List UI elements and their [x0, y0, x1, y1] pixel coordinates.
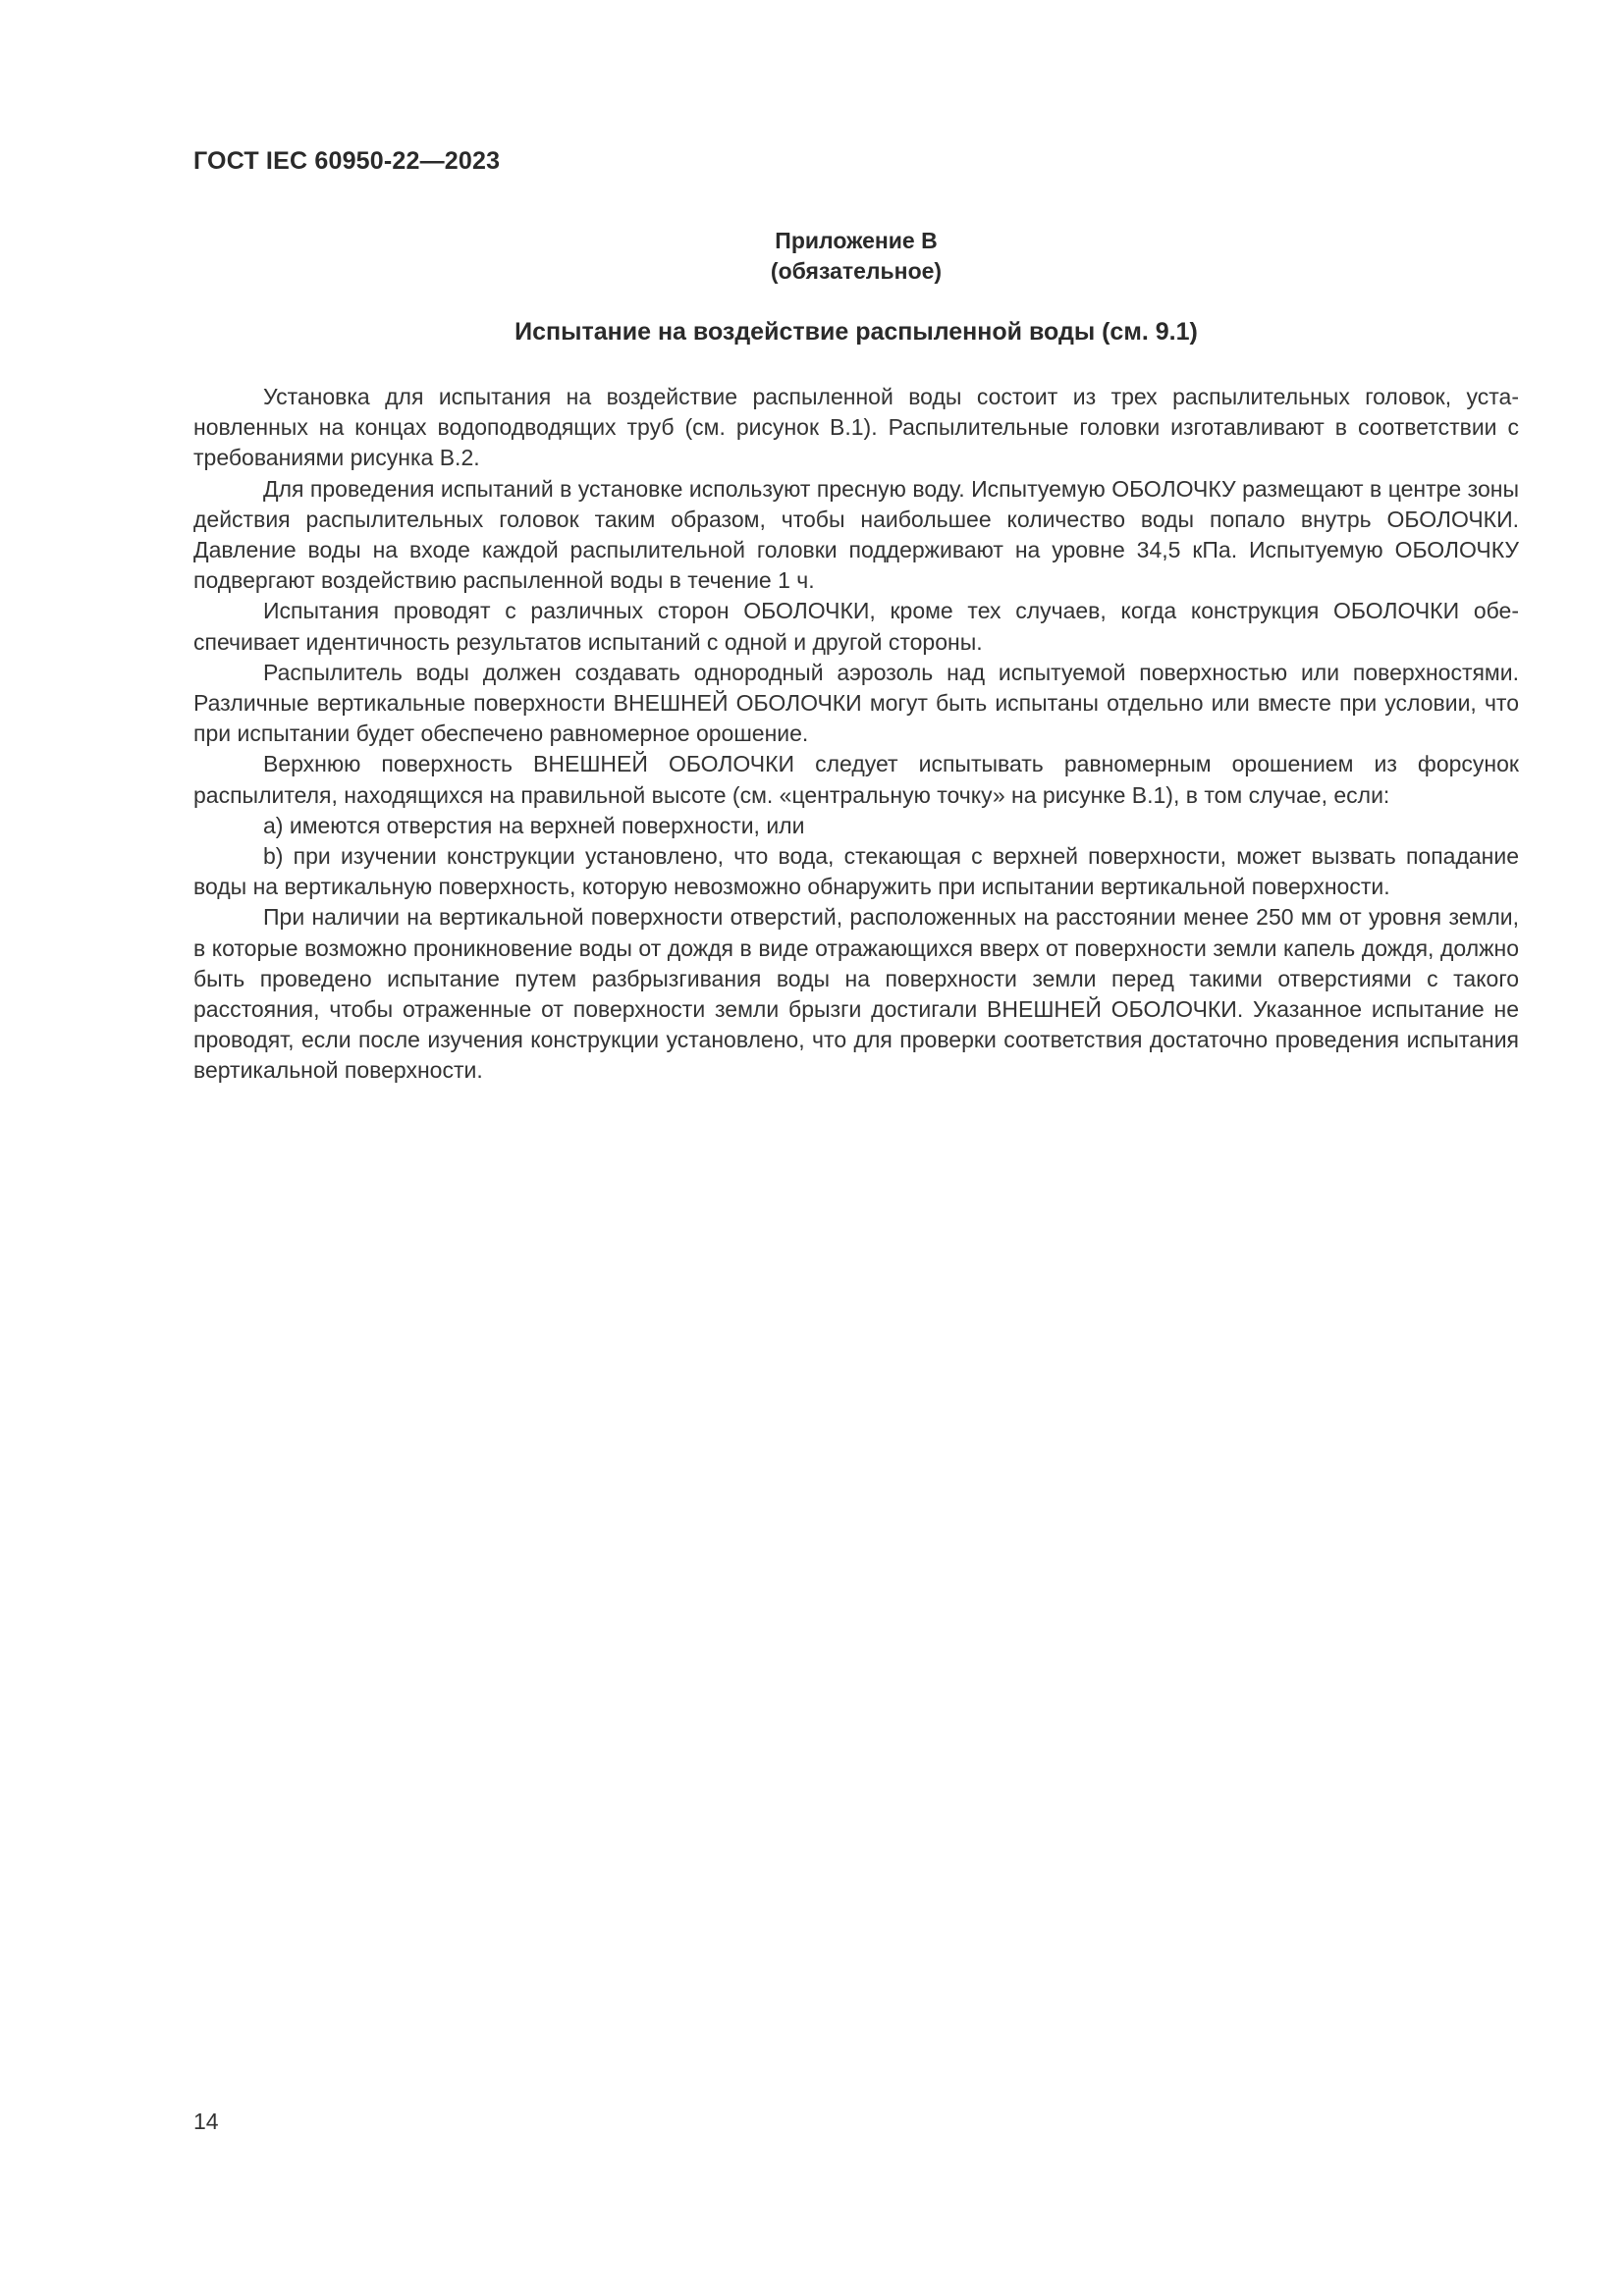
paragraph-1: Установка для испытания на воздействие распыленной воды состоит из трех распылительных головок, установленных на концах водоподводящих труб (см. рисунок В.1). Распылительные головки изготавливают в соответствии с требованиями рисунка В.2. [193, 384, 1519, 471]
annex-label: Приложение В [775, 228, 938, 253]
annex-heading [193, 226, 1519, 287]
paragraph-5: Верхнюю поверхность ВНЕШНЕЙ ОБОЛОЧКИ следует испытывать равномерным орошением из форсунок распылителя, находящихся на правильной высоте (см. «центральную точку» на рисунке В.1), в том случае, если: [193, 751, 1519, 808]
paragraph-6: При наличии на вертикальной поверхности отверстий, расположенных на расстоянии менее 250 мм от уровня земли, в которые возможно проникновение воды от дождя в виде отражающихся вверх от поверхности земли капель дождя, должно быть проведено испытание путем разбрызгивания воды на поверхности земли перед такими отверстиями с такого расстояния, чтобы отраженные от поверхности земли брызги достигали ВНЕШНЕЙ ОБОЛОЧКИ. Указанное испытание не проводят, если после изучения конструкции установлено, что для проверки соответствия достаточно проведения испытания вертикальной поверхности. [193, 904, 1519, 1084]
paragraph-4: Распылитель воды должен создавать однородный аэрозоль над испытуемой поверхностью или поверхностями. Различные вертикальные поверхности ВНЕШНЕЙ ОБОЛОЧКИ могут быть испытаны отдельно или вместе при условии, что при испытании будет обеспечено равномерное орошение. [193, 659, 1519, 747]
annex-title: Испытание на воздействие распыленной воды (см. 9.1) [514, 318, 1198, 346]
document-standard-header: ГОСТ IEC 60950-22—2023 [193, 147, 501, 175]
paragraph-2: Для проведения испытаний в установке используют пресную воду. Испытуемую ОБОЛОЧКУ размещают в центре зоны действия распылительных головок таким образом, чтобы наибольшее количество воды попало внутрь ОБОЛОЧКИ. Давление воды на входе каждой распылительной головки поддерживают на уровне 34,5 кПа. Испытуемую ОБОЛОЧКУ подвергают воздействию распыленной воды в течение 1 ч. [193, 475, 1519, 594]
list-item-a: a) имеются отверстия на верхней поверхности, или [263, 812, 805, 838]
document-body [193, 382, 1519, 1087]
list-item-b: b) при изучении конструкции установлено, что вода, стекающая с верхней поверхности, может вызвать попадание воды на вертикальную поверхность, которую невозможно обнаружить при испытании вертикальной поверхности. [193, 843, 1519, 900]
page-number: 14 [193, 2109, 219, 2134]
annex-status: (обязательное) [770, 258, 943, 284]
paragraph-3: Испытания проводят с различных сторон ОБОЛОЧКИ, кроме тех случаев, когда конструкция ОБОЛОЧКИ обеспечивает идентичность результатов испытаний с одной и другой стороны. [193, 598, 1519, 655]
